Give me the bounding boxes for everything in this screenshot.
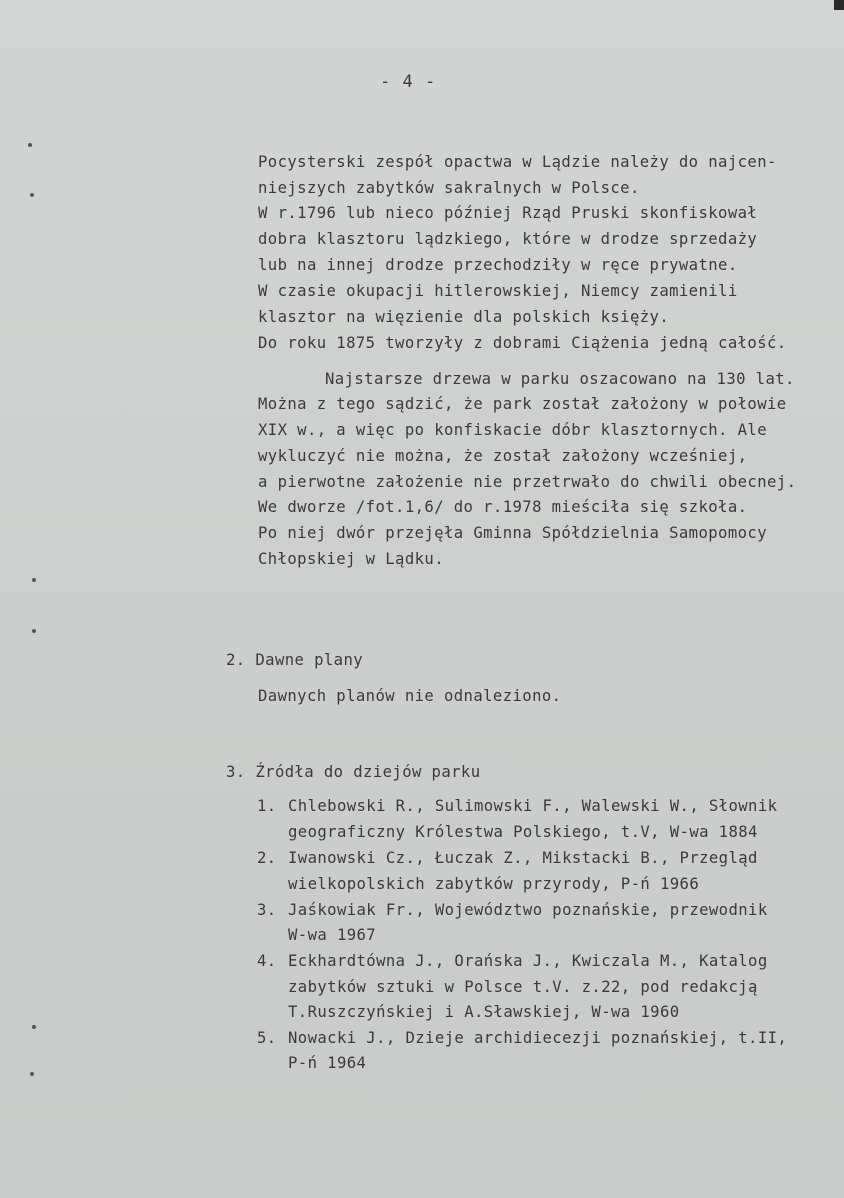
margin-mark bbox=[28, 143, 32, 147]
text-line: Chłopskiej w Lądku. bbox=[258, 550, 444, 568]
text-line: We dworze /fot.1,6/ do r.1978 mieściła się szkoła. bbox=[258, 498, 748, 516]
text-line: Najstarsze drzewa w parku oszacowano na 130 lat. bbox=[325, 370, 795, 388]
margin-mark bbox=[32, 578, 36, 582]
reference-line: T.Ruszczyńskiej i A.Sławskiej, W-wa 1960 bbox=[288, 1003, 680, 1021]
text-line: Po niej dwór przejęła Gminna Spółdzielnia Samopomocy bbox=[258, 524, 767, 542]
reference-line: Iwanowski Cz., Łuczak Z., Mikstacki B., Przegląd bbox=[288, 849, 758, 867]
section-heading: 2. Dawne plany bbox=[226, 651, 364, 669]
corner-mark bbox=[834, 0, 844, 10]
margin-mark bbox=[32, 1025, 36, 1029]
text-line: dobra klasztoru lądzkiego, które w drodze sprzedaży bbox=[258, 230, 758, 248]
margin-mark bbox=[32, 629, 36, 633]
page-number: - 4 - bbox=[380, 72, 437, 92]
reference-line: Jaśkowiak Fr., Województwo poznańskie, przewodnik bbox=[288, 901, 768, 919]
text-line: lub na innej drodze przechodziły w ręce prywatne. bbox=[258, 256, 738, 274]
reference-line: Eckhardtówna J., Orańska J., Kwiczala M., Katalog bbox=[288, 952, 768, 970]
reference-number: 4. bbox=[257, 952, 277, 970]
reference-line: geograficzny Królestwa Polskiego, t.V, W-wa 1884 bbox=[288, 823, 758, 841]
reference-line: W-wa 1967 bbox=[288, 926, 377, 944]
reference-line: zabytków sztuki w Polsce t.V. z.22, pod redakcją bbox=[288, 978, 758, 996]
text-line: a pierwotne założenie nie przetrwało do chwili obecnej. bbox=[258, 473, 797, 491]
text-line: XIX w., a więc po konfiskacie dóbr klasztornych. Ale bbox=[258, 421, 767, 439]
reference-line: P-ń 1964 bbox=[288, 1054, 367, 1072]
text-line: W czasie okupacji hitlerowskiej, Niemcy zamienili bbox=[258, 282, 738, 300]
reference-line: wielkopolskich zabytków przyrody, P-ń 1966 bbox=[288, 875, 700, 893]
margin-mark bbox=[30, 193, 34, 197]
text-line: wykluczyć nie można, że został założony wcześniej, bbox=[258, 447, 748, 465]
text-line: Pocysterski zespół opactwa w Lądzie należy do najcen- bbox=[258, 153, 777, 171]
reference-line: Nowacki J., Dzieje archidiecezji poznańskiej, t.II, bbox=[288, 1029, 788, 1047]
text-line: Można z tego sądzić, że park został założony w połowie bbox=[258, 395, 787, 413]
margin-mark bbox=[30, 1072, 34, 1076]
text-line: Do roku 1875 tworzyły z dobrami Ciążenia jedną całość. bbox=[258, 334, 787, 352]
text-line: klasztor na więzienie dla polskich księży. bbox=[258, 308, 670, 326]
reference-number: 5. bbox=[257, 1029, 277, 1047]
section-text: Dawnych planów nie odnaleziono. bbox=[258, 687, 562, 705]
reference-number: 1. bbox=[257, 797, 277, 815]
text-line: W r.1796 lub nieco później Rząd Pruski skonfiskował bbox=[258, 204, 758, 222]
section-heading: 3. Źródła do dziejów parku bbox=[226, 763, 481, 781]
reference-line: Chlebowski R., Sulimowski F., Walewski W., Słownik bbox=[288, 797, 778, 815]
text-line: niejszych zabytków sakralnych w Polsce. bbox=[258, 179, 640, 197]
reference-number: 3. bbox=[257, 901, 277, 919]
reference-number: 2. bbox=[257, 849, 277, 867]
